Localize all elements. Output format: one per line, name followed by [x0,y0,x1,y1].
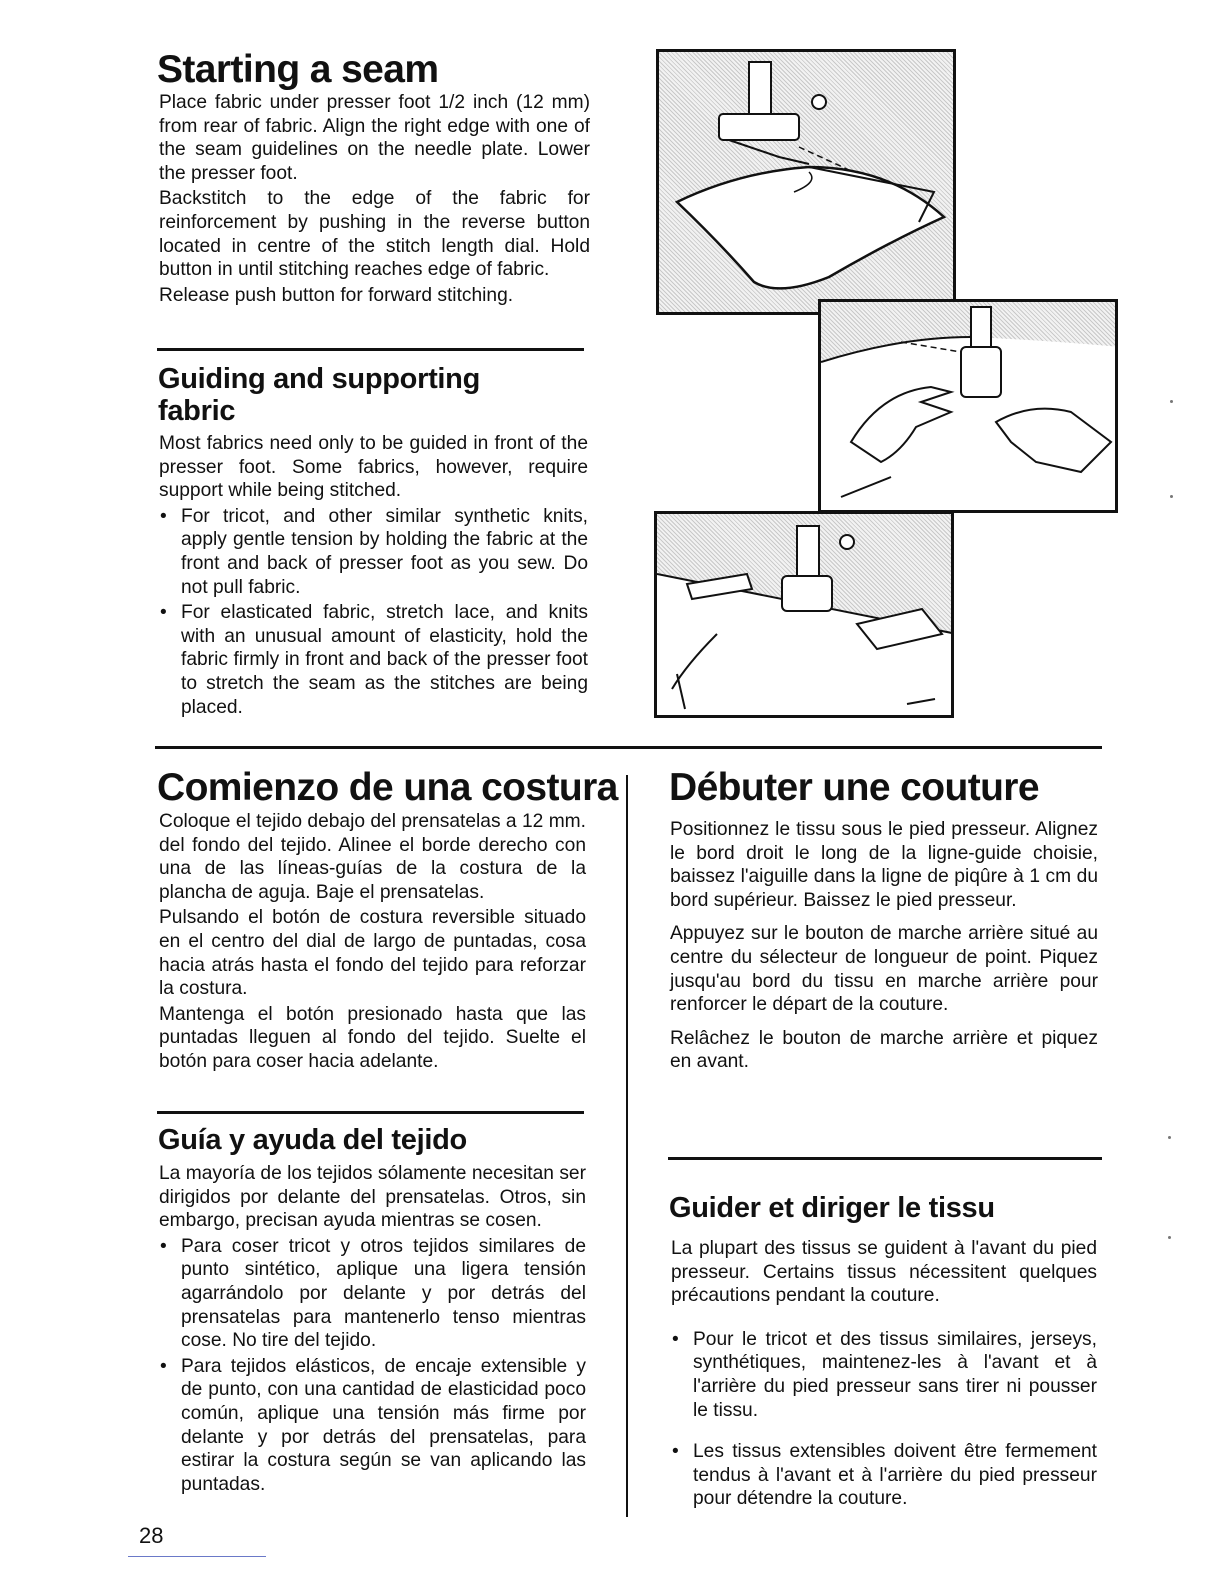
list-item: • Para coser tricot y otros tejidos similares de punto sintético, aplique una ligera tensión agarrándolo por delante y por detrás del prensatelas para mantenerlo tenso mientras cose. No tire del tejido. [159,1235,586,1353]
list-item: • Para tejidos elásticos, de encaje extensible y de punto, con una cantidad de elasticidad poco común, aplique una tensión más firme por delante y por detrás del prensatelas, para estirar la costura según se van aplicando las puntadas. [159,1355,586,1497]
guiding-fabric-text [159,432,588,719]
comienzo-costura-title: Comienzo de una costura [157,766,618,809]
scan-speck [1170,400,1173,403]
paragraph: La mayoría de los tejidos sólamente necesitan ser dirigidos por delante del prensatelas. Otros, sin embargo, precisan ayuda mientras se cosen. [159,1163,586,1232]
section-divider [157,348,584,351]
comienzo-costura-text [159,810,586,1074]
paragraph: Most fabrics need only to be guided in front of the presser foot. Some fabrics, however, require support while being stitched. [159,433,588,502]
paragraph: Appuyez sur le bouton de marche arrière situé au centre du sélecteur de longueur de point. Piquez jusqu'au bord du tissu en marche arrière pour renforcer le départ de la couture. [670,923,1098,1016]
bullet-list [159,1235,586,1497]
paragraph: La plupart des tissus se guident à l'avant du pied presseur. Certains tissus nécessitent quelques précautions pendant la couture. [671,1238,1097,1307]
guiding-fabric-title [158,363,578,427]
illustration-guiding-hands [818,299,1118,513]
paragraph: Positionnez le tissu sous le pied presseur. Alignez le bord droit le long de la ligne-guide choisie, baissez l'aiguille dans la ligne de piqûre à 1 cm du bord supérieur. Baissez le pied presseur. [670,819,1098,911]
scan-speck [1168,1136,1171,1139]
scan-speck [1170,495,1173,498]
illustration-stretch-fabric [654,511,954,718]
footer-rule [128,1556,266,1557]
paragraph: Pulsando el botón de costura reversible situado en el centro del dial de largo de puntadas, cosa hacia atrás hasta el fondo del tejido para reforzar la costura. [159,907,586,1000]
page-divider [155,746,1102,749]
paragraph: Mantenga el botón presionado hasta que las puntadas lleguen al fondo del tejido. Suelte el botón para coser hacia adelante. [159,1003,586,1072]
bullet-list [671,1328,1097,1511]
debuter-couture-text [670,818,1098,1074]
list-item: • Les tissus extensibles doivent être fermement tendus à l'avant et à l'arrière du pied presseur pour détendre la couture. [671,1440,1097,1511]
debuter-couture-title: Débuter une couture [669,766,1039,809]
section-divider [668,1157,1102,1160]
guia-tejido-title: Guía y ayuda del tejido [158,1124,467,1156]
bullet-list [159,505,588,719]
guider-tissu-text [671,1237,1097,1511]
paragraph: Backstitch to the edge of the fabric for reinforcement by pushing in the reverse button located in centre of the stitch length dial. Hold button in until stitching reaches edge of fabric. [159,188,590,281]
list-item: • Pour le tricot et des tissus similaires, jerseys, synthétiques, maintenez-les à l'avant et à l'arrière du pied presseur sans tirer ni pousser le tissu. [671,1328,1097,1422]
starting-seam-text [159,91,590,307]
list-item: • For elasticated fabric, stretch lace, and knits with an unusual amount of elasticity, hold the fabric firmly in front and back of the presser foot to stretch the seam as the stitches are being placed. [159,601,588,719]
guider-tissu-title: Guider et diriger le tissu [669,1192,995,1224]
paragraph: Coloque el tejido debajo del prensatelas a 12 mm. del fondo del tejido. Alinee el borde derecho con una de las líneas-guías de la costura de la plancha de aguja. Baje el prensatelas. [159,811,586,903]
title-line: Guiding and supporting [158,363,481,395]
section-divider [157,1111,584,1114]
page-number: 28 [139,1523,164,1548]
paragraph: Relâchez le bouton de marche arrière et piquez en avant. [670,1027,1098,1073]
column-divider [626,775,628,1517]
paragraph: Place fabric under presser foot 1/2 inch (12 mm) from rear of fabric. Align the right edge with one of the seam guidelines on the needle plate. Lower the presser foot. [159,92,590,184]
list-item: • For tricot, and other similar synthetic knits, apply gentle tension by holding the fabric at the front and back of presser foot as you sew. Do not pull fabric. [159,505,588,599]
guia-tejido-text [159,1162,586,1496]
scan-speck [1168,1236,1171,1239]
illustration-presser-foot-start [656,49,956,315]
starting-seam-title: Starting a seam [157,48,439,91]
paragraph: Release push button for forward stitching. [159,284,514,306]
title-line: fabric [158,395,236,427]
